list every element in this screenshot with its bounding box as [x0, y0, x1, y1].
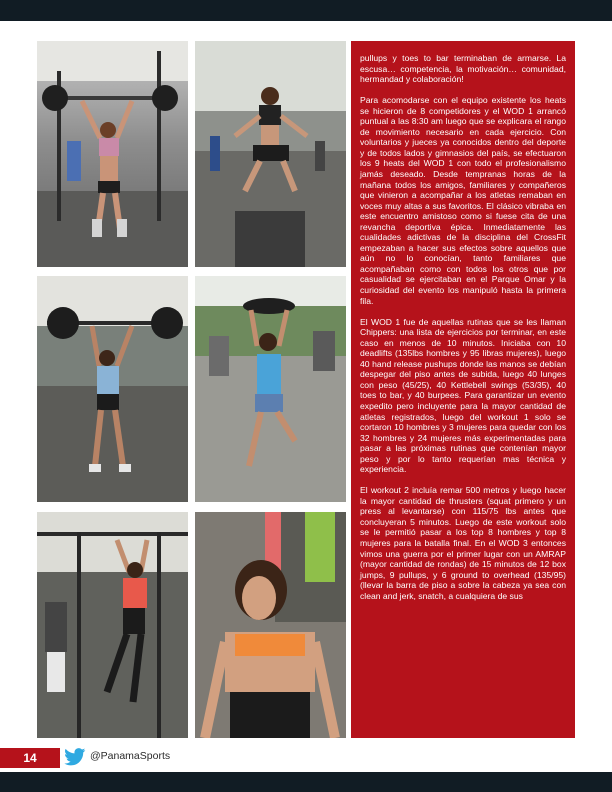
- top-bar: [0, 0, 612, 21]
- article-paragraph-2: Para acomodarse con el equipo existente los heats se hicieron de 8 competidores y el WOD 1 arrancó puntual a las 8:30 am luego que se explicara el rango de movimiento necesario en cada ejercicio. Con voluntarios y jueces ya conocidos dentro del deporte y de todos lados y gimnasios del país, se efectuaron los 9 heats del WOD 1 con todo el profesionalismo jamás deseado. Desde tempranas horas de la mañana todos los amigos, familiares y compañeros que vinieron a acompañar a los atletas remaban en voces muy altas a sus favoritos. El clásico vibraba en este encuentro amistoso como si fuese cita de una revancha deportiva épica. Inmediatamente las cualidades adictivas de la disciplina del CrossFit empezaban a hacer sus efectos sobre aquellos que aún no lo conocían, tanto familiares que acompañaban como con todos los otros que por casualidad se ejercitaban en el Parque Omar y la curiosidad del evento los manipuló hasta la primera fila.: [360, 95, 566, 306]
- photo-athlete-pullup-bar: [37, 512, 188, 738]
- photo-athlete-plate-lunge: [195, 276, 346, 502]
- photo-athlete-portrait: [195, 512, 346, 738]
- page-number: 14: [0, 748, 60, 768]
- photo-athlete-lifting-barbell: [37, 276, 188, 502]
- photo-athlete-box-jump: [195, 41, 346, 267]
- article-text-column: [351, 41, 575, 738]
- twitter-handle[interactable]: @PanamaSports: [90, 750, 171, 762]
- photo-athlete-overhead-barbell: [37, 41, 188, 267]
- bottom-bar: [0, 772, 612, 792]
- article-paragraph-3: El WOD 1 fue de aquellas rutinas que se les llaman Chippers: una lista de ejercicios por terminar, en este caso en menos de 10 minutos. Iniciaba con 10 deadlifts (135lbs hombres y 95 libras mujeres), luego 40 hand release pushups donde las manos se debían despegar del piso antes de subida, luego 40 lunges con peso (45/25), 40 Kettlebell swings (53/35), 40 toes to bar, y 40 burpees. Para garantizar un evento expedito pero incluyente para la mayor cantidad de atletas registrados, luego del workout 1 solo se cortaron 10 hombres y 3 mujeres para quedar con los 32 hombres y 24 mujeres más experimentadas para pasar a las próximas rutinas que contenían mayor peso y por lo tanto requerían mas técnica y experiencia.: [360, 316, 566, 475]
- article-paragraph-4: El workout 2 incluía remar 500 metros y luego hacer la mayor cantidad de thrusters (squat primero y un press al levantarse) con 115/75 lbs antes que concluyeran 5 minutos. Luego de este workout solo se le permitió pasar a los top 8 hombres y top 8 mujeres para la batalla final. En el WOD 3 entonces vimos una guerra por el primer lugar con un AMRAP (mayor cantidad de rondas) de 15 minutos de 12 box jumps, 9 pullups, y 6 ground to overhead (135/95) (llevar la barra de piso a sobre la cabeza ya sea con clean and jerk, snatch, a cualquiera de sus: [360, 485, 566, 601]
- twitter-bird-icon: [64, 748, 86, 766]
- article-paragraph-1: pullups y toes to bar terminaban de armarse. La escusa… competencia, la motivación… comunidad, hermandad y colaboración!: [360, 53, 566, 85]
